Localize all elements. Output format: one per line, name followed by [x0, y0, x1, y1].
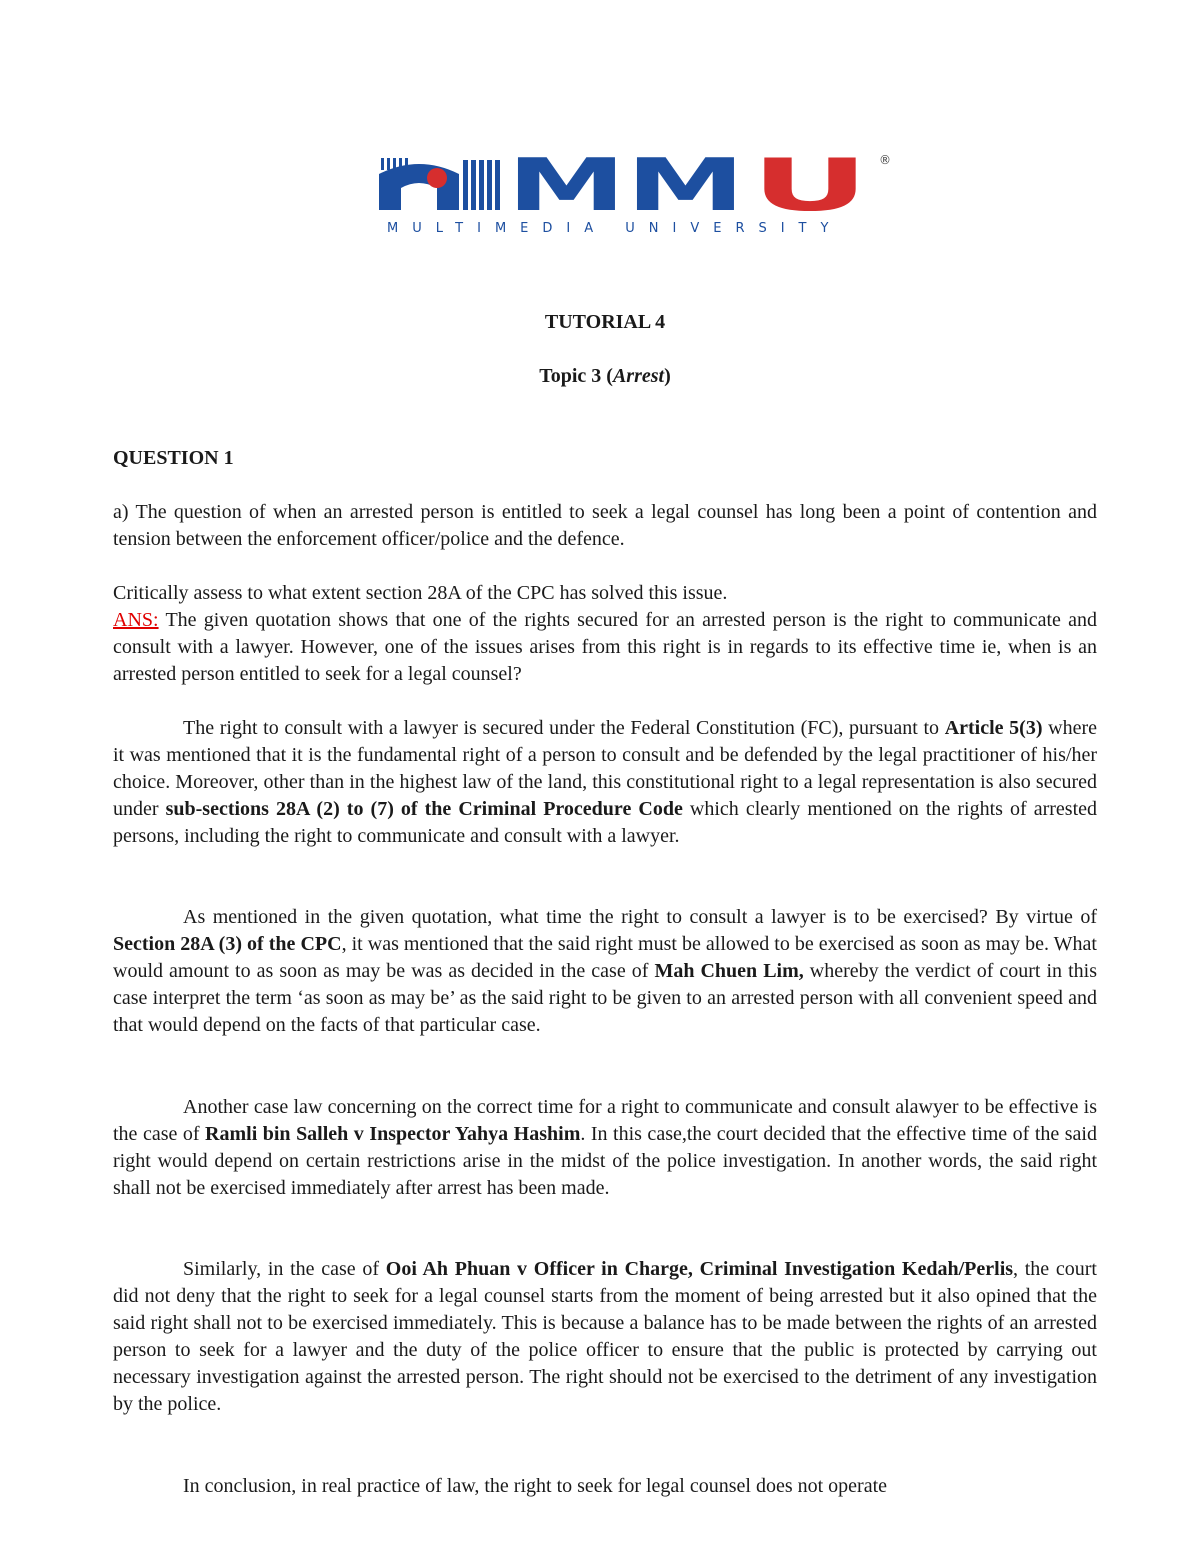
answer-paragraph-4: Similarly, in the case of Ooi Ah Phuan v Officer in Charge, Criminal Investigation Kedah/Perlis, the court did not deny that the right to seek for a legal counsel starts from the moment of being arrested but it also opined that the said right shall not to be exercised immediately. This is because a balance has to be made between the rights of an arrested person to seek for a lawyer and the duty of the police officer to ensure that the public is protected by carrying out necessary investigation against the arrested person. The right should not be exercised to the detriment of any investigation by the police. — [113, 1258, 1097, 1415]
answer-intro: ANS: The given quotation shows that one of the rights secured for an arrested person is the right to communicate and consult with a lawyer. However, one of the issues arises from this right is in regards to its effective time ie, when is an arrested person entitled to seek for a legal counsel? — [113, 609, 1097, 685]
svg-text:MM: MM — [507, 148, 745, 227]
topic-italic: Arrest — [612, 365, 665, 387]
question-task: Critically assess to what extent section 28A of the CPC has solved this issue. — [113, 582, 728, 604]
svg-text:U: U — [751, 148, 869, 227]
answer-label: ANS: — [113, 609, 159, 631]
question-part-a: a) The question of when an arrested person is entitled to seek a legal counsel has long been a point of contention and tension between the enforcement officer/police and the defence. — [113, 501, 1097, 550]
svg-text:MULTIMEDIA UNIVERSITY: MULTIMEDIA UNIVERSITY — [387, 221, 843, 236]
answer-paragraph-1: The right to consult with a lawyer is secured under the Federal Constitution (FC), pursuant to Article 5(3) where it was mentioned that it is the fundamental right of a person to consult and be defended by the legal practitioner of his/her choice. Moreover, other than in the highest law of the land, this constitutional right to a legal representation is also secured under sub-sections 28A (2) to (7) of the Criminal Procedure Code which clearly mentioned on the rights of arrested persons, including the right to communicate and consult with a lawyer. — [113, 717, 1098, 847]
topic-heading: Topic 3 (Arrest) — [539, 365, 671, 387]
tutorial-title: TUTORIAL 4 — [544, 311, 666, 333]
question-label: QUESTION 1 — [113, 447, 234, 469]
svg-text:®: ® — [879, 153, 891, 167]
answer-paragraph-5: In conclusion, in real practice of law, the right to seek for legal counsel does not operate — [183, 1475, 888, 1497]
answer-paragraph-3: Another case law concerning on the correct time for a right to communicate and consult alawyer to be effective is the case of Ramli bin Salleh v Inspector Yahya Hashim. In this case,the court decided that the effective time of the said right would depend on certain restrictions arise in the midst of the police investigation. In another words, the said right shall not be exercised immediately after arrest has been made. — [113, 1096, 1097, 1199]
answer-paragraph-2: As mentioned in the given quotation, what time the right to consult a lawyer is to be exercised? By virtue of Section 28A (3) of the CPC, it was mentioned that the said right must be allowed to be exercised as soon as may be. What would amount to as soon as may be was as decided in the case of Mah Chuen Lim, whereby the verdict of court in this case interpret the term ‘as soon as may be’ as the said right to be given to an arrested person with all convenient speed and that would depend on the facts of that particular case. — [113, 906, 1097, 1036]
mmu-logo — [379, 148, 909, 240]
